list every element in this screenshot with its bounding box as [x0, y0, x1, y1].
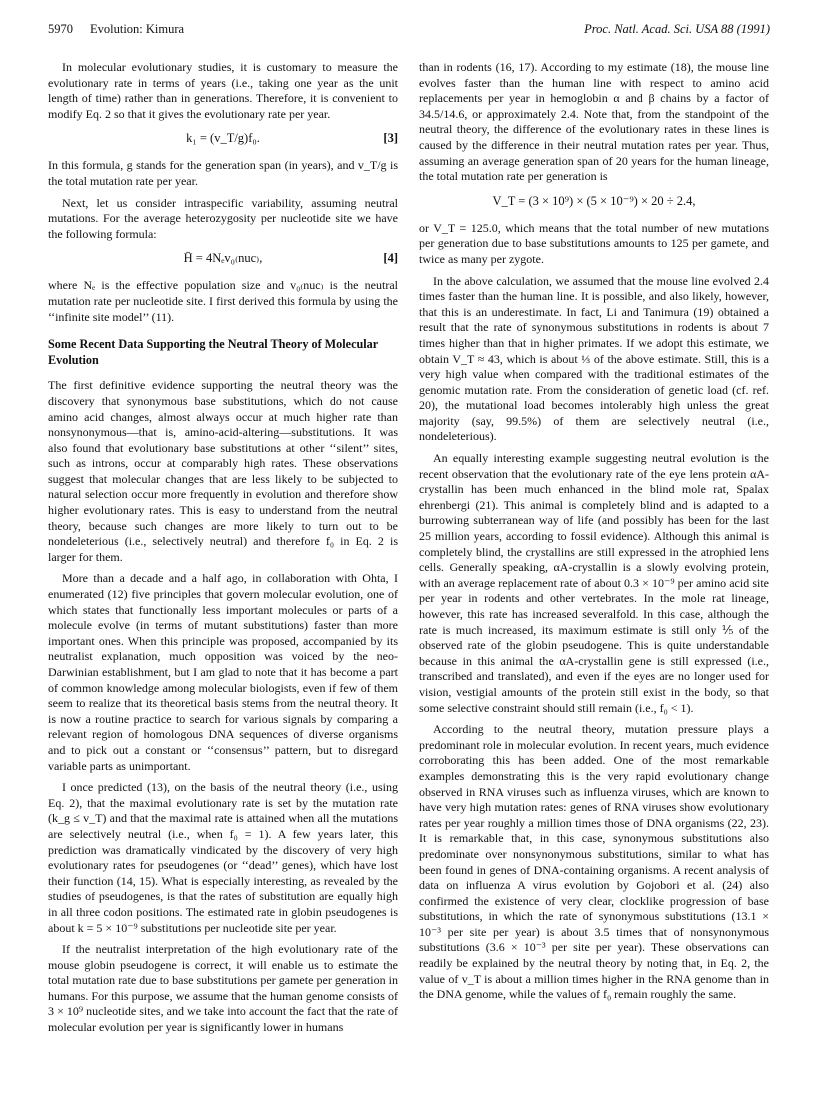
- paragraph: If the neutralist interpretation of the high evolutionary rate of the mouse globin pseudogene is correct, it will enable us to estimate the total mutation rate due to base substitutions per gamete per generation in humans. For this purpose, we assume that the human genome consists of 3 × 10⁹ nucleotide sites, and we take into account the fact that the rate of molecular evolution per year is significantly lower in humans: [48, 942, 398, 1035]
- equation-expression: H̄ = 4Nₑv₀₍nuc₎,: [183, 251, 263, 266]
- equation-number: [4]: [383, 251, 398, 266]
- paragraph: In the above calculation, we assumed that the mouse line evolved 2.4 times faster than the human line. It is possible, and also likely, however, that this is an underestimate. In fact, Li and Tanimura (19) obtained a result that the rate of synonymous substitutions in rodents is about 7 times higher than that in higher primates. If we adopt this estimate, we obtain V_T ≈ 43, which is about ⅓ of the above estimate. Still, this is a very high value when compared with the traditional estimates of the genomic mutation rate. From the consideration of genetic load (cf. ref. 20), the mutational load becomes intolerably high unless the great majority (say, 99.5%) of them are selectively neutral (i.e., nondeleterious).: [419, 273, 769, 444]
- paragraph: I once predicted (13), on the basis of the neutral theory (i.e., using Eq. 2), that the maximal evolutionary rate is set by the mutation rate (k_g ≤ v_T) and that the maximal rate is attained when all the mutations are selectively neutral (i.e., when f₀ = 1). A few years later, this prediction was dramatically vindicated by the discovery of very high evolutionary rates for pseudogenes (or ‘‘dead’’ genes), which have lost their function (14, 15). What is especially interesting, as revealed by the studies of pseudogenes, is that the rates of substitution are equally high in all three codon positions. The estimated rate in globin pseudogenes is about k = 5 × 10⁻⁹ substitutions per nucleotide site per year.: [48, 780, 398, 935]
- page-number: 5970: [48, 22, 73, 36]
- paragraph: More than a decade and a half ago, in collaboration with Ohta, I enumerated (12) five principles that govern molecular evolution, one of which states that functionally less important molecules or parts of a molecule evolve (in terms of mutant substitutions) faster than more important ones. When this principle was proposed, accompanied by its neutralist explanation, much opposition was voiced by the neo-Darwinian establishment, but I am glad to note that it has become a part of common knowledge among molecular biologists, even if few of them seem to realize that its theoretical basis stems from the neutral theory. It is now a routine practice to search for various signals by comparing a relevant region of homologous DNA sequences of diverse organisms and to pick out a constant or ‘‘consensus’’ pattern, but to disregard variable parts as unimportant.: [48, 571, 398, 773]
- equation-3: [48, 128, 398, 150]
- left-column: [48, 60, 398, 1042]
- page-header: [48, 22, 770, 40]
- equation-expression: k₁ = (v_T/g)f₀.: [186, 131, 260, 146]
- equation-5: [419, 191, 769, 213]
- paragraph: In this formula, g stands for the generation span (in years), and v_T/g is the total mutation rate per year.: [48, 158, 398, 188]
- paragraph: The first definitive evidence supporting the neutral theory was the discovery that synonymous base substitutions, which do not cause amino acid changes, almost always occur at much higher rate than nonsynonymous—that is, amino-acid-altering—substitutions. It was also found that evolutionary base substitutions at other ‘‘silent’’ sites, such as introns, occur at comparably high rates. These observations suggest that molecular changes that are less likely to be subjected to natural selection occur more frequently in evolution and therefore show higher evolutionary rates. This is easy to understand from the neutral theory, because such changes are more likely to turn out to be nondeleterious (i.e., selectively neutral) and therefore f₀ in Eq. 2 is larger for them.: [48, 378, 398, 564]
- right-column: [419, 60, 769, 1009]
- paragraph: An equally interesting example suggesting neutral evolution is the recent observation that the evolutionary rate of the eye lens protein αA-crystallin has been much enhanced in the blind mole rat, Spalax ehrenbergi (21). This animal is completely blind and is adapted to a burrowing subterranean way of life (and possibly has been for the last 25 million years, according to fossil evidence). Although this animal is completely blind, the crystallins are still expressed in the atrophied lens cells. Generally speaking, αA-crystallin is a slowly evolving protein, with an average replacement rate of about 0.3 × 10⁻⁹ per amino acid site per year in rodents and other vertebrates. In the mole rat lineage, however, this rate has increased severalfold. In this case, although the rate is much increased, its maximum estimate is still only ⅕ of the observed rate of the globin pseudogene. This is quite understandable because in this animal the αA-crystallin gene is still expressed (i.e., transcribed and translated), and even if the eyes are no longer used for vision, vestigial amounts of the protein still exist in the body, so that some selective constraint should still remain (i.e., f₀ < 1).: [419, 451, 769, 715]
- section-heading: Some Recent Data Supporting the Neutral Theory of Molecular Evolution: [48, 337, 378, 367]
- equation-4: [48, 248, 398, 270]
- equation-expression: V_T = (3 × 10⁹) × (5 × 10⁻⁹) × 20 ÷ 2.4,: [492, 193, 696, 208]
- journal-citation: Proc. Natl. Acad. Sci. USA 88 (1991): [584, 22, 770, 36]
- paragraph: Next, let us consider intraspecific variability, assuming neutral mutations. For the average heterozygosity per nucleotide site we have the following formula:: [48, 195, 398, 241]
- paragraph: or V_T = 125.0, which means that the total number of new mutations per generation due to base substitutions amounts to 125 per gamete, and twice as many per zygote.: [419, 220, 769, 266]
- section-title: Evolution: Kimura: [90, 22, 185, 36]
- paragraph: In molecular evolutionary studies, it is customary to measure the evolutionary rate in terms of years (i.e., taking one year as the unit length of time) rather than in generations. Therefore, it is convenient to modify Eq. 2 so that it gives the evolutionary rate per year.: [48, 60, 398, 121]
- paragraph: where Nₑ is the effective population size and v₀₍nuc₎ is the neutral mutation rate per nucleotide site. I first derived this formula by using the ‘‘infinite site model’’ (11).: [48, 278, 398, 324]
- paragraph: than in rodents (16, 17). According to my estimate (18), the mouse line evolves faster than the human line with respect to amino acid replacements per year in hemoglobin α and β chains by a factor of 34.5/14.6, or approximately 2.4. Note that, from the standpoint of the neutral theory, the difference of the evolutionary rates in these lines is caused by the difference in their neutral mutation rates per year. Thus, assuming an average generation span of 20 years for the human lineage, the total mutation rate per generation is: [419, 60, 769, 184]
- equation-number: [3]: [383, 131, 398, 146]
- paragraph: According to the neutral theory, mutation pressure plays a predominant role in molecular evolution. In recent years, much evidence corroborating this has been added. One of the most remarkable examples demonstrating this is the very rapid evolutionary change observed in RNA viruses such as influenza viruses, which are known to have very high mutation rates: genes of RNA viruses show evolutionary rates per year roughly a million times those of DNA organisms (22, 23). It is remarkable that, in this case, synonymous substitutions also predominate over nonsynonymous substitutions, similar to what has been found in genes of DNA-containing organisms. A recent analysis of data on influenza A virus evolution by Gojobori et al. (24) also confirmed the existence of very clear, clocklike progression of base substitutions, in which the rate of synonymous substitutions (13.1 × 10⁻³ per site per year) is about 3.5 times that of nonsynonymous substitutions (3.6 × 10⁻³ per site per year). These observations can readily be explained by the neutral theory by noting that, in Eq. 2, the value of v_T is about a million times higher in the RNA genome than in the DNA genome, while the values of f₀ remain roughly the same.: [419, 722, 769, 1002]
